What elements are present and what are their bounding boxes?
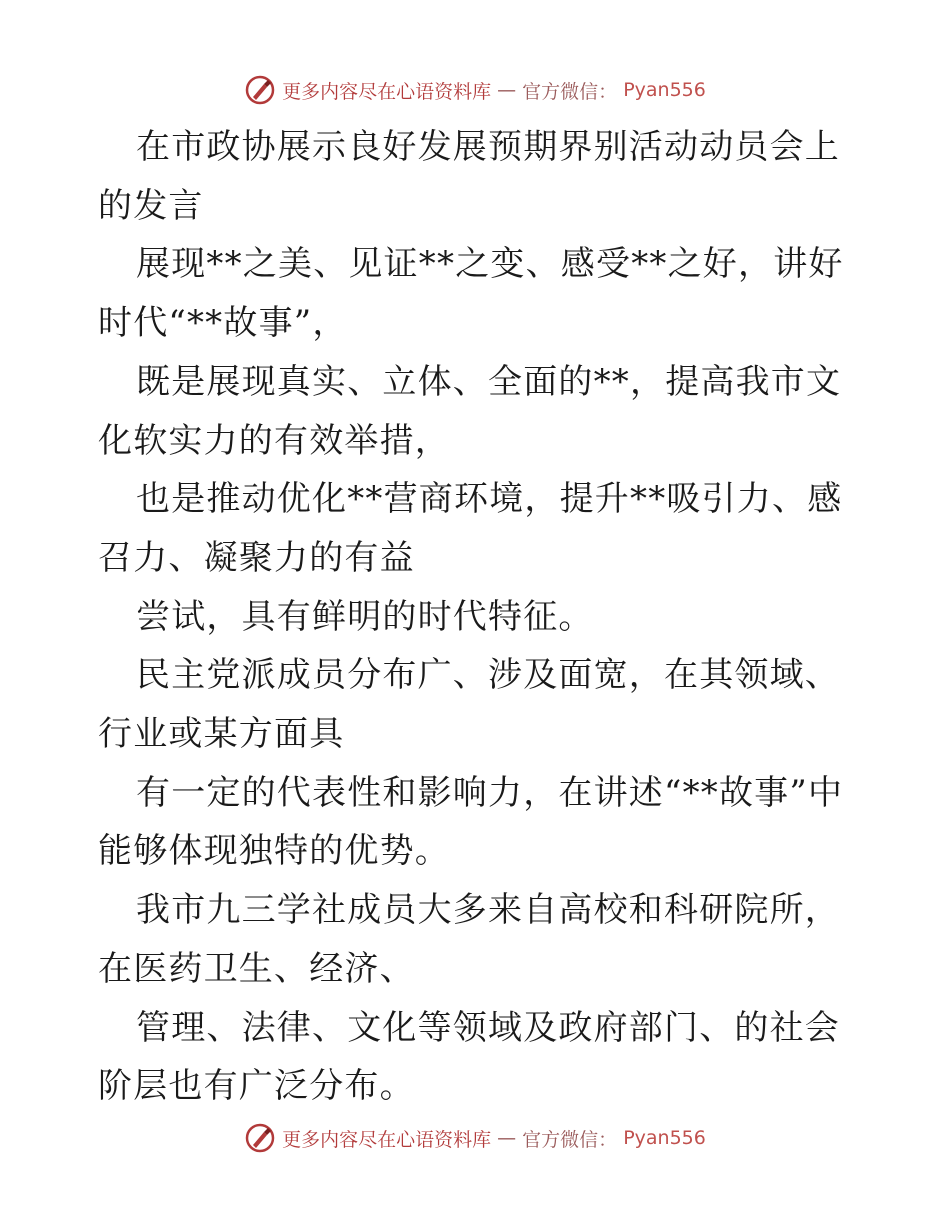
watermark-brand: 更多内容尽在心语资料库 <box>282 1128 492 1151</box>
paragraph: 民主党派成员分布广、涉及面宽，在其领域、行业或某方面具 <box>98 655 840 755</box>
document-body <box>98 118 858 1116</box>
watermark-contact-id: Pyan556 <box>623 1127 706 1149</box>
pen-logo-icon <box>244 74 276 106</box>
footer-watermark <box>0 1118 950 1158</box>
watermark-contact-label: 官方微信： <box>522 1128 618 1151</box>
paragraph: 管理、法律、文化等领域及政府部门、的社会阶层也有广泛分布。 <box>98 1007 840 1107</box>
pen-logo-icon <box>244 1122 276 1154</box>
header-watermark <box>0 70 950 110</box>
paragraph: 展现**之美、见证**之变、感受**之好，讲好时代“**故事”， <box>98 244 844 344</box>
paragraph: 尝试，具有鲜明的时代特征。 <box>136 596 594 637</box>
paragraph: 我市九三学社成员大多来自高校和科研院所，在医药卫生、经济、 <box>98 890 840 989</box>
paragraph-title: 在市政协展示良好发展预期界别活动动员会上的发言 <box>98 127 840 226</box>
watermark-separator: — <box>497 1127 517 1149</box>
paragraph: 有一定的代表性和影响力，在讲述“**故事”中能够体现独特的优势。 <box>98 772 844 872</box>
paragraph: 也是推动优化**营商环境，提升**吸引力、感召力、凝聚力的有益 <box>98 479 843 578</box>
watermark-brand: 更多内容尽在心语资料库 <box>282 80 492 103</box>
watermark-separator: — <box>497 79 517 101</box>
watermark-contact-label: 官方微信： <box>522 80 618 103</box>
watermark-contact-id: Pyan556 <box>623 79 706 101</box>
paragraph: 既是展现真实、立体、全面的**，提高我市文化软实力的有效举措， <box>98 361 842 461</box>
